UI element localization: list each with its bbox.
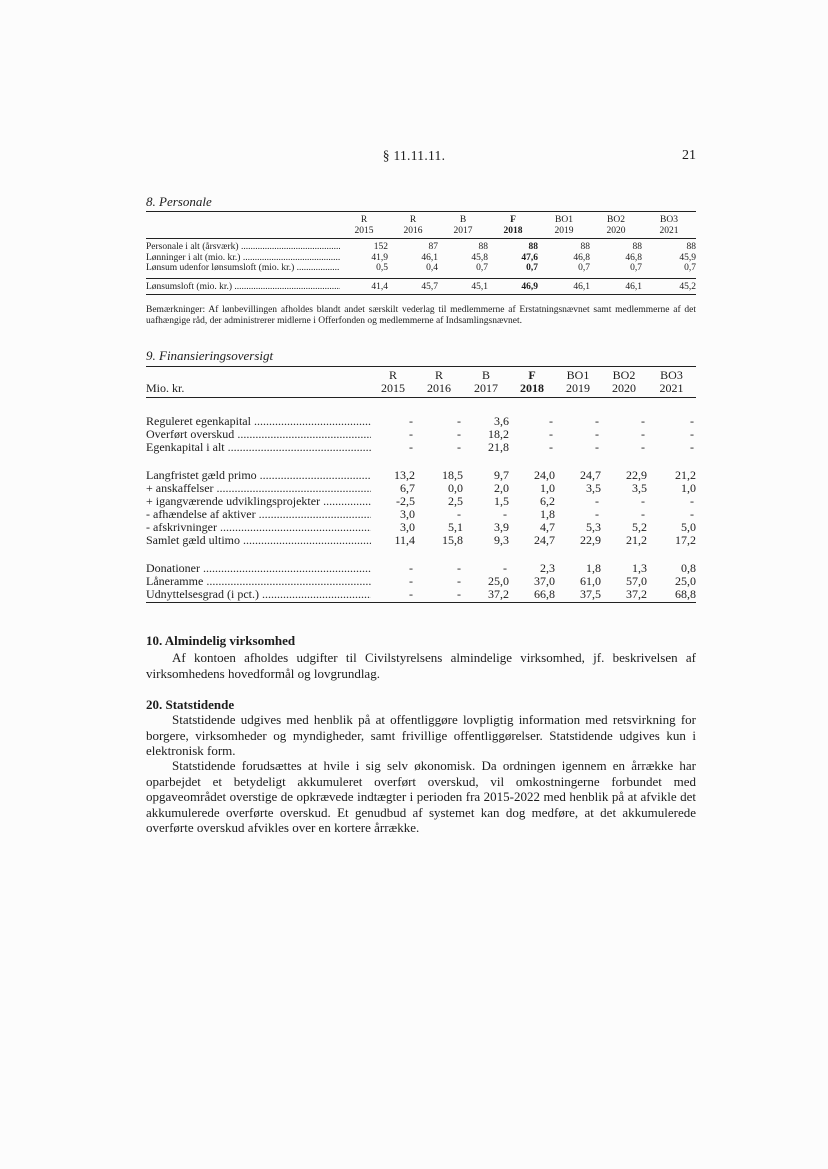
leader-dots xyxy=(256,508,371,521)
value-cell: 46,1 xyxy=(538,278,590,295)
value-cell: 5,2 xyxy=(632,521,647,534)
table-row xyxy=(146,588,696,603)
value-cell: 37,2 xyxy=(601,588,647,603)
value-cell: - xyxy=(409,414,413,428)
table-row xyxy=(146,239,696,253)
value-cell: 13,2 xyxy=(394,468,415,482)
row-label xyxy=(146,278,340,295)
value-cell: 1,3 xyxy=(632,561,647,575)
row-label xyxy=(146,482,371,495)
value-cell: 3,9 xyxy=(494,521,509,534)
value-cell: 2,0 xyxy=(494,482,509,495)
leader-dots xyxy=(203,575,371,588)
section-10-body: Af kontoen afholdes udgifter til Civilstyrelsens almindelige virksomhed, jf. beskrivelsen af virksomhedens hovedformål og lovgrundlag. xyxy=(146,650,696,681)
value-cell: - xyxy=(409,428,413,441)
column-type-1: R xyxy=(434,369,443,382)
value-cell: 5,3 xyxy=(586,521,601,534)
column-year-4: 2019 xyxy=(555,382,601,398)
table-row xyxy=(146,482,696,495)
table-row xyxy=(146,508,696,521)
header-row-2 xyxy=(146,226,696,239)
header-blank xyxy=(146,215,340,226)
leader-dots xyxy=(200,561,371,575)
value-cell: 45,1 xyxy=(438,278,488,295)
column-year-1: 2016 xyxy=(415,382,463,398)
value-cell: - xyxy=(549,441,553,454)
row-label-text: Lønsumsloft (mio. kr.) xyxy=(146,281,233,292)
value-cell: - xyxy=(595,428,599,441)
leader-dots xyxy=(232,282,340,292)
column-type-2: B xyxy=(481,369,490,382)
leader-dots xyxy=(294,263,340,273)
value-cell: - xyxy=(457,561,461,575)
column-year-0: 2015 xyxy=(371,382,415,398)
value-cell: 61,0 xyxy=(580,575,601,588)
value-cell: 4,7 xyxy=(540,521,555,534)
value-cell: - xyxy=(595,441,599,454)
unit-label xyxy=(146,226,340,239)
header-row-1 xyxy=(146,369,696,382)
value-cell: 0,8 xyxy=(681,561,696,575)
value-cell: 24,7 xyxy=(534,534,555,547)
section-10-heading: 10. Almindelig virksomhed xyxy=(146,633,296,648)
value-cell: - xyxy=(641,428,645,441)
value-cell: 66,8 xyxy=(509,588,555,603)
value-cell: - xyxy=(409,561,413,575)
value-cell: 5,1 xyxy=(448,521,463,534)
value-cell: 0,7 xyxy=(476,263,488,273)
value-cell: 88 xyxy=(632,242,642,252)
value-cell: 2,5 xyxy=(448,495,463,508)
row-label-text: + anskaffelser xyxy=(146,482,214,495)
row-label xyxy=(146,521,371,534)
value-cell: 25,0 xyxy=(488,575,509,588)
value-cell: - xyxy=(503,561,507,575)
unit-label: Mio. kr. xyxy=(146,382,371,398)
value-cell: 152 xyxy=(373,242,388,252)
value-cell: 0,7 xyxy=(630,263,642,273)
value-cell: 5,0 xyxy=(681,521,696,534)
value-cell: - xyxy=(595,414,599,428)
column-type-4: BO1 xyxy=(566,369,590,382)
row-label-text: - afhændelse af aktiver xyxy=(146,508,256,521)
column-year-4: 2019 xyxy=(538,226,590,239)
value-cell: 0,7 xyxy=(578,263,590,273)
personale-note: Bemærkninger: Af lønbevillingen afholdes blandt andet særskilt vederlag til medlemmerne af Erstatningsnævnet samt medlemmerne af det uafhængige råd, der administrerer midlerne i Offerfonden og medlemmerne af Indsamlingsnævnet. xyxy=(146,305,696,326)
column-type-5: BO2 xyxy=(612,369,636,382)
personale-top-rule xyxy=(146,211,696,212)
value-cell: 22,9 xyxy=(580,534,601,547)
value-cell: - xyxy=(641,495,645,508)
value-cell: 15,8 xyxy=(442,534,463,547)
section-reference: § 11.11.11. xyxy=(382,148,446,163)
value-cell: - xyxy=(595,508,599,521)
leader-dots xyxy=(239,242,340,252)
value-cell: 37,2 xyxy=(463,588,509,603)
section-20-body-2: Statstidende forudsættes at hvile i sig selv økonomisk. Da ordningen igennem en årrække har oparbejdet et betydeligt akkumuleret overført overskud, vil omkostningerne forbundet med opgaveområdet overstige de opkrævede indtægter i perioden fra 2015-2022 med henblik på at afvikle det akkumulerede overførte overskud. Et genudbud af systemet kan dog medføre, at det akkumulerede overførte overskud afvikles over en kortere årrække. xyxy=(146,758,696,835)
column-type-3: F xyxy=(528,369,536,382)
row-label xyxy=(146,253,340,264)
value-cell: - xyxy=(457,508,461,521)
value-cell: 2,3 xyxy=(540,561,555,575)
value-cell: - xyxy=(457,441,461,454)
value-cell: 3,5 xyxy=(632,482,647,495)
table-row xyxy=(146,521,696,534)
column-type-0: R xyxy=(360,215,368,225)
row-label xyxy=(146,495,371,508)
column-year-2: 2017 xyxy=(463,382,509,398)
value-cell: 68,8 xyxy=(647,588,696,603)
column-type-5: BO2 xyxy=(607,215,625,225)
value-cell: - xyxy=(690,508,694,521)
row-label xyxy=(146,398,371,429)
finans-table xyxy=(146,369,696,603)
column-year-3: 2018 xyxy=(509,382,555,398)
value-cell: 3,0 xyxy=(400,508,415,521)
row-label-text: Udnyttelsesgrad (i pct.) xyxy=(146,588,259,601)
value-cell: 22,9 xyxy=(626,468,647,482)
leader-dots xyxy=(217,521,371,534)
table-row xyxy=(146,398,696,429)
column-type-0: R xyxy=(388,369,397,382)
value-cell: 18,5 xyxy=(442,468,463,482)
personale-table xyxy=(146,215,696,295)
value-cell: 46,8 xyxy=(573,252,590,263)
row-label-text: Donationer xyxy=(146,561,200,575)
section-20-heading: 20. Statstidende xyxy=(146,697,235,712)
value-cell: 88 xyxy=(686,242,696,252)
column-type-1: R xyxy=(409,215,417,225)
table-row xyxy=(146,441,696,454)
table-row xyxy=(146,253,696,264)
value-cell: 3,6 xyxy=(494,414,509,428)
value-cell: 41,4 xyxy=(340,278,388,295)
value-cell: - xyxy=(457,575,461,588)
finans-title: 9. Finansieringsoversigt xyxy=(146,348,274,363)
value-cell: 47,6 xyxy=(521,252,538,263)
value-cell: 45,7 xyxy=(388,278,438,295)
column-year-1: 2016 xyxy=(388,226,438,239)
value-cell: - xyxy=(409,575,413,588)
column-year-6: 2021 xyxy=(647,382,696,398)
section-20-paragraph-2 xyxy=(146,758,696,836)
value-cell: 6,7 xyxy=(400,482,415,495)
value-cell: 41,9 xyxy=(371,252,388,263)
leader-dots xyxy=(259,588,371,601)
table-row xyxy=(146,534,696,547)
value-cell: 0,7 xyxy=(684,263,696,273)
value-cell: 1,0 xyxy=(540,482,555,495)
value-cell: - xyxy=(641,414,645,428)
value-cell: 0,4 xyxy=(426,263,438,273)
value-cell: - xyxy=(641,508,645,521)
header-row-2 xyxy=(146,382,696,398)
value-cell: 87 xyxy=(428,242,438,252)
column-year-6: 2021 xyxy=(642,226,696,239)
value-cell: - xyxy=(690,428,694,441)
value-cell: 6,2 xyxy=(540,495,555,508)
value-cell: 21,8 xyxy=(488,441,509,454)
table-row xyxy=(146,495,696,508)
row-label-text: Langfristet gæld primo xyxy=(146,468,257,482)
value-cell: 17,2 xyxy=(675,534,696,547)
row-label-text: Samlet gæld ultimo xyxy=(146,534,241,547)
column-type-4: BO1 xyxy=(555,215,573,225)
value-cell: - xyxy=(457,428,461,441)
value-cell: 1,8 xyxy=(586,561,601,575)
leader-dots xyxy=(240,253,340,263)
value-cell: 1,8 xyxy=(540,508,555,521)
table-row xyxy=(146,263,696,278)
personale-title: 8. Personale xyxy=(146,194,212,209)
row-label xyxy=(146,454,371,482)
value-cell: - xyxy=(549,428,553,441)
table-row xyxy=(146,278,696,295)
row-label xyxy=(146,508,371,521)
value-cell: 18,2 xyxy=(488,428,509,441)
value-cell: - xyxy=(371,588,415,603)
row-label-text: + igangværende udviklingsprojekter xyxy=(146,495,321,508)
row-label xyxy=(146,239,340,253)
value-cell: 45,9 xyxy=(679,252,696,263)
table-row xyxy=(146,575,696,588)
row-label xyxy=(146,547,371,575)
column-year-5: 2020 xyxy=(590,226,642,239)
value-cell: 46,1 xyxy=(590,278,642,295)
page-number: 21 xyxy=(682,148,696,163)
table-row xyxy=(146,428,696,441)
row-label xyxy=(146,588,371,603)
column-type-3: F xyxy=(510,215,516,225)
value-cell: 37,5 xyxy=(555,588,601,603)
row-label xyxy=(146,575,371,588)
row-label-text: Overført overskud xyxy=(146,428,235,441)
row-label-text: Låneramme xyxy=(146,575,204,588)
row-label-text: Lønninger i alt (mio. kr.) xyxy=(146,252,241,263)
value-cell: 88 xyxy=(580,242,590,252)
value-cell: - xyxy=(595,495,599,508)
value-cell: 25,0 xyxy=(675,575,696,588)
value-cell: 45,8 xyxy=(471,252,488,263)
column-type-2: B xyxy=(459,215,467,225)
value-cell: 24,7 xyxy=(580,468,601,482)
column-year-3: 2018 xyxy=(488,226,538,239)
value-cell: 11,4 xyxy=(394,534,415,547)
value-cell: 1,0 xyxy=(681,482,696,495)
header-blank xyxy=(146,369,371,382)
leader-dots xyxy=(234,428,371,441)
section-20-body-1: Statstidende udgives med henblik på at offentliggøre lovpligtig information med retsvirkning for borgere, virksomheder og myndigheder, samt frivillige offentliggørelser. Statstidende udgives kun i elektronisk form. xyxy=(146,712,696,758)
column-year-2: 2017 xyxy=(438,226,488,239)
row-label xyxy=(146,428,371,441)
header-row-1 xyxy=(146,215,696,226)
value-cell: -2,5 xyxy=(396,495,415,508)
leader-dots xyxy=(320,495,371,508)
value-cell: 21,2 xyxy=(626,534,647,547)
column-year-0: 2015 xyxy=(340,226,388,239)
section-10-text xyxy=(146,650,696,681)
value-cell: - xyxy=(409,441,413,454)
value-cell: 3,0 xyxy=(400,521,415,534)
table-row xyxy=(146,547,696,575)
value-cell: - xyxy=(457,414,461,428)
finans-top-rule xyxy=(146,366,696,367)
value-cell: - xyxy=(415,588,463,603)
leader-dots xyxy=(251,414,371,428)
leader-dots xyxy=(257,468,371,482)
value-cell: 9,3 xyxy=(494,534,509,547)
value-cell: 46,8 xyxy=(625,252,642,263)
section-20-paragraph-1 xyxy=(146,712,696,759)
value-cell: 3,5 xyxy=(586,482,601,495)
row-label xyxy=(146,441,371,454)
row-label-text: Reguleret egenkapital xyxy=(146,414,251,428)
value-cell: 1,5 xyxy=(494,495,509,508)
value-cell: 24,0 xyxy=(534,468,555,482)
value-cell: - xyxy=(503,508,507,521)
row-label-text: - afskrivninger xyxy=(146,521,217,534)
value-cell: 45,2 xyxy=(642,278,696,295)
value-cell: - xyxy=(690,441,694,454)
value-cell: - xyxy=(549,414,553,428)
value-cell: 88 xyxy=(528,242,538,252)
value-cell: - xyxy=(690,495,694,508)
column-year-5: 2020 xyxy=(601,382,647,398)
value-cell: 37,0 xyxy=(534,575,555,588)
column-type-6: BO3 xyxy=(660,215,678,225)
row-label-text: Lønsum udenfor lønsumsloft (mio. kr.) xyxy=(146,263,295,273)
value-cell: 0,0 xyxy=(448,482,463,495)
value-cell: 88 xyxy=(478,242,488,252)
value-cell: 0,5 xyxy=(376,263,388,273)
table-row xyxy=(146,454,696,482)
value-cell: 46,1 xyxy=(421,252,438,263)
value-cell: 21,2 xyxy=(675,468,696,482)
column-type-6: BO3 xyxy=(660,369,683,382)
leader-dots xyxy=(225,441,371,454)
row-label-text: Personale i alt (årsværk) xyxy=(146,242,239,252)
value-cell: 46,9 xyxy=(488,278,538,295)
value-cell: 57,0 xyxy=(626,575,647,588)
value-cell: 0,7 xyxy=(526,263,538,273)
leader-dots xyxy=(240,534,371,547)
row-label xyxy=(146,534,371,547)
value-cell: - xyxy=(641,441,645,454)
row-label-text: Egenkapital i alt xyxy=(146,441,225,454)
leader-dots xyxy=(214,482,371,495)
row-label xyxy=(146,263,340,278)
value-cell: - xyxy=(690,414,694,428)
value-cell: 9,7 xyxy=(494,468,509,482)
